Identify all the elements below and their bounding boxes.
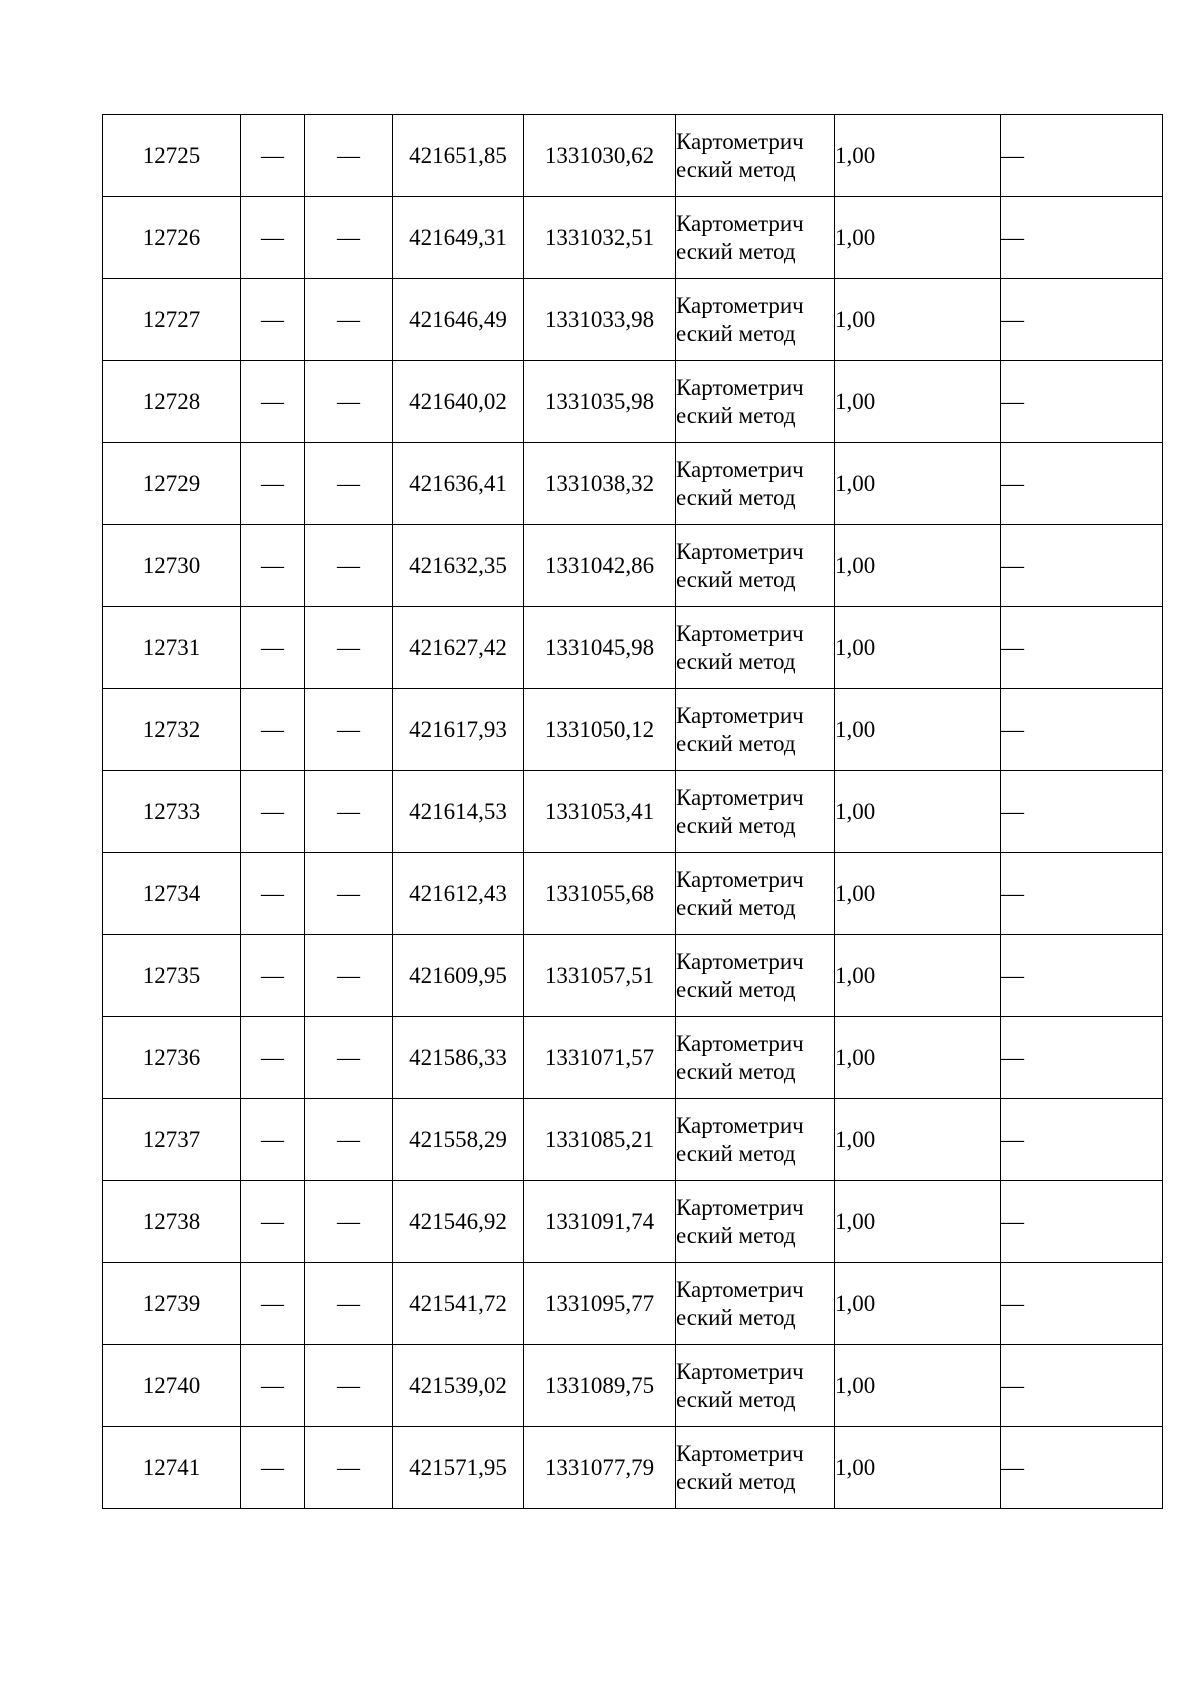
empty-value-cell: —	[305, 1427, 393, 1509]
empty-value-cell: —	[241, 1017, 305, 1099]
method-cell	[676, 935, 835, 1017]
table-row	[103, 525, 1163, 607]
x-coordinate-cell: 421539,02	[393, 1345, 524, 1427]
description-cell: —	[1001, 115, 1163, 197]
empty-value-cell: —	[305, 689, 393, 771]
point-number-cell: 12738	[103, 1181, 241, 1263]
point-number-cell: 12727	[103, 279, 241, 361]
description-cell: —	[1001, 1345, 1163, 1427]
description-cell: —	[1001, 689, 1163, 771]
empty-value-cell: —	[241, 771, 305, 853]
y-coordinate-cell: 1331055,68	[524, 853, 676, 935]
empty-value-cell: —	[241, 1427, 305, 1509]
point-number-cell: 12728	[103, 361, 241, 443]
x-coordinate-cell: 421646,49	[393, 279, 524, 361]
method-cell	[676, 1263, 835, 1345]
description-cell: —	[1001, 361, 1163, 443]
x-coordinate-cell: 421614,53	[393, 771, 524, 853]
description-cell: —	[1001, 607, 1163, 689]
table-row	[103, 1181, 1163, 1263]
accuracy-cell: 1,00	[835, 1017, 1001, 1099]
method-text: Картометрический метод	[676, 702, 804, 756]
empty-value-cell: —	[241, 279, 305, 361]
x-coordinate-cell: 421636,41	[393, 443, 524, 525]
method-cell	[676, 853, 835, 935]
description-cell: —	[1001, 935, 1163, 1017]
empty-value-cell: —	[305, 115, 393, 197]
method-cell	[676, 1017, 835, 1099]
description-cell: —	[1001, 1263, 1163, 1345]
y-coordinate-cell: 1331032,51	[524, 197, 676, 279]
method-cell	[676, 1181, 835, 1263]
x-coordinate-cell: 421627,42	[393, 607, 524, 689]
point-number-cell: 12726	[103, 197, 241, 279]
method-text: Картометрический метод	[676, 128, 804, 182]
method-text: Картометрический метод	[676, 456, 804, 510]
method-cell	[676, 279, 835, 361]
point-number-cell: 12736	[103, 1017, 241, 1099]
empty-value-cell: —	[241, 1345, 305, 1427]
table-row	[103, 197, 1163, 279]
y-coordinate-cell: 1331050,12	[524, 689, 676, 771]
empty-value-cell: —	[305, 1263, 393, 1345]
method-cell	[676, 771, 835, 853]
method-cell	[676, 1345, 835, 1427]
accuracy-cell: 1,00	[835, 525, 1001, 607]
x-coordinate-cell: 421612,43	[393, 853, 524, 935]
empty-value-cell: —	[305, 443, 393, 525]
empty-value-cell: —	[241, 935, 305, 1017]
method-text: Картометрический метод	[676, 1194, 804, 1248]
description-cell: —	[1001, 1181, 1163, 1263]
method-text: Картометрический метод	[676, 1358, 804, 1412]
y-coordinate-cell: 1331035,98	[524, 361, 676, 443]
x-coordinate-cell: 421609,95	[393, 935, 524, 1017]
table-row	[103, 279, 1163, 361]
table-row	[103, 1427, 1163, 1509]
empty-value-cell: —	[305, 1345, 393, 1427]
empty-value-cell: —	[241, 1263, 305, 1345]
accuracy-cell: 1,00	[835, 689, 1001, 771]
x-coordinate-cell: 421546,92	[393, 1181, 524, 1263]
method-cell	[676, 525, 835, 607]
empty-value-cell: —	[305, 1099, 393, 1181]
method-text: Картометрический метод	[676, 374, 804, 428]
method-cell	[676, 115, 835, 197]
point-number-cell: 12730	[103, 525, 241, 607]
method-text: Картометрический метод	[676, 210, 804, 264]
y-coordinate-cell: 1331042,86	[524, 525, 676, 607]
empty-value-cell: —	[241, 115, 305, 197]
y-coordinate-cell: 1331053,41	[524, 771, 676, 853]
description-cell: —	[1001, 279, 1163, 361]
table-row	[103, 853, 1163, 935]
x-coordinate-cell: 421558,29	[393, 1099, 524, 1181]
y-coordinate-cell: 1331089,75	[524, 1345, 676, 1427]
x-coordinate-cell: 421649,31	[393, 197, 524, 279]
method-cell	[676, 607, 835, 689]
accuracy-cell: 1,00	[835, 197, 1001, 279]
table-row	[103, 607, 1163, 689]
table-row	[103, 1345, 1163, 1427]
method-text: Картометрический метод	[676, 1276, 804, 1330]
method-cell	[676, 197, 835, 279]
table-row	[103, 1099, 1163, 1181]
point-number-cell: 12741	[103, 1427, 241, 1509]
empty-value-cell: —	[305, 1181, 393, 1263]
description-cell: —	[1001, 771, 1163, 853]
y-coordinate-cell: 1331057,51	[524, 935, 676, 1017]
accuracy-cell: 1,00	[835, 279, 1001, 361]
accuracy-cell: 1,00	[835, 443, 1001, 525]
y-coordinate-cell: 1331095,77	[524, 1263, 676, 1345]
method-text: Картометрический метод	[676, 538, 804, 592]
empty-value-cell: —	[241, 525, 305, 607]
table-row	[103, 1263, 1163, 1345]
empty-value-cell: —	[305, 279, 393, 361]
point-number-cell: 12732	[103, 689, 241, 771]
empty-value-cell: —	[241, 853, 305, 935]
empty-value-cell: —	[241, 443, 305, 525]
x-coordinate-cell: 421541,72	[393, 1263, 524, 1345]
point-number-cell: 12735	[103, 935, 241, 1017]
y-coordinate-cell: 1331085,21	[524, 1099, 676, 1181]
method-cell	[676, 443, 835, 525]
method-cell	[676, 361, 835, 443]
y-coordinate-cell: 1331077,79	[524, 1427, 676, 1509]
table-row	[103, 1017, 1163, 1099]
empty-value-cell: —	[305, 935, 393, 1017]
accuracy-cell: 1,00	[835, 607, 1001, 689]
point-number-cell: 12731	[103, 607, 241, 689]
empty-value-cell: —	[305, 853, 393, 935]
empty-value-cell: —	[241, 607, 305, 689]
accuracy-cell: 1,00	[835, 115, 1001, 197]
method-cell	[676, 1427, 835, 1509]
method-text: Картометрический метод	[676, 784, 804, 838]
accuracy-cell: 1,00	[835, 361, 1001, 443]
y-coordinate-cell: 1331033,98	[524, 279, 676, 361]
table-row	[103, 443, 1163, 525]
description-cell: —	[1001, 525, 1163, 607]
table-row	[103, 771, 1163, 853]
accuracy-cell: 1,00	[835, 771, 1001, 853]
accuracy-cell: 1,00	[835, 935, 1001, 1017]
accuracy-cell: 1,00	[835, 1099, 1001, 1181]
empty-value-cell: —	[305, 607, 393, 689]
point-number-cell: 12725	[103, 115, 241, 197]
method-text: Картометрический метод	[676, 866, 804, 920]
empty-value-cell: —	[241, 689, 305, 771]
empty-value-cell: —	[241, 1099, 305, 1181]
x-coordinate-cell: 421617,93	[393, 689, 524, 771]
empty-value-cell: —	[241, 197, 305, 279]
empty-value-cell: —	[305, 525, 393, 607]
description-cell: —	[1001, 853, 1163, 935]
table-row	[103, 935, 1163, 1017]
point-number-cell: 12733	[103, 771, 241, 853]
table-body	[103, 115, 1163, 1509]
description-cell: —	[1001, 197, 1163, 279]
table-row	[103, 115, 1163, 197]
x-coordinate-cell: 421571,95	[393, 1427, 524, 1509]
method-text: Картометрический метод	[676, 1112, 804, 1166]
x-coordinate-cell: 421640,02	[393, 361, 524, 443]
accuracy-cell: 1,00	[835, 1263, 1001, 1345]
empty-value-cell: —	[241, 361, 305, 443]
point-number-cell: 12737	[103, 1099, 241, 1181]
point-number-cell: 12729	[103, 443, 241, 525]
y-coordinate-cell: 1331071,57	[524, 1017, 676, 1099]
description-cell: —	[1001, 1427, 1163, 1509]
empty-value-cell: —	[305, 361, 393, 443]
description-cell: —	[1001, 443, 1163, 525]
method-cell	[676, 1099, 835, 1181]
method-text: Картометрический метод	[676, 1030, 804, 1084]
empty-value-cell: —	[241, 1181, 305, 1263]
y-coordinate-cell: 1331030,62	[524, 115, 676, 197]
method-text: Картометрический метод	[676, 948, 804, 1002]
method-cell	[676, 689, 835, 771]
method-text: Картометрический метод	[676, 1440, 804, 1494]
x-coordinate-cell: 421651,85	[393, 115, 524, 197]
y-coordinate-cell: 1331045,98	[524, 607, 676, 689]
method-text: Картометрический метод	[676, 292, 804, 346]
accuracy-cell: 1,00	[835, 1345, 1001, 1427]
y-coordinate-cell: 1331091,74	[524, 1181, 676, 1263]
x-coordinate-cell: 421632,35	[393, 525, 524, 607]
method-text: Картометрический метод	[676, 620, 804, 674]
point-number-cell: 12739	[103, 1263, 241, 1345]
coordinates-table	[102, 114, 1163, 1509]
empty-value-cell: —	[305, 197, 393, 279]
y-coordinate-cell: 1331038,32	[524, 443, 676, 525]
empty-value-cell: —	[305, 1017, 393, 1099]
table-row	[103, 689, 1163, 771]
accuracy-cell: 1,00	[835, 1181, 1001, 1263]
point-number-cell: 12734	[103, 853, 241, 935]
empty-value-cell: —	[305, 771, 393, 853]
x-coordinate-cell: 421586,33	[393, 1017, 524, 1099]
accuracy-cell: 1,00	[835, 853, 1001, 935]
description-cell: —	[1001, 1017, 1163, 1099]
table-row	[103, 361, 1163, 443]
point-number-cell: 12740	[103, 1345, 241, 1427]
description-cell: —	[1001, 1099, 1163, 1181]
accuracy-cell: 1,00	[835, 1427, 1001, 1509]
